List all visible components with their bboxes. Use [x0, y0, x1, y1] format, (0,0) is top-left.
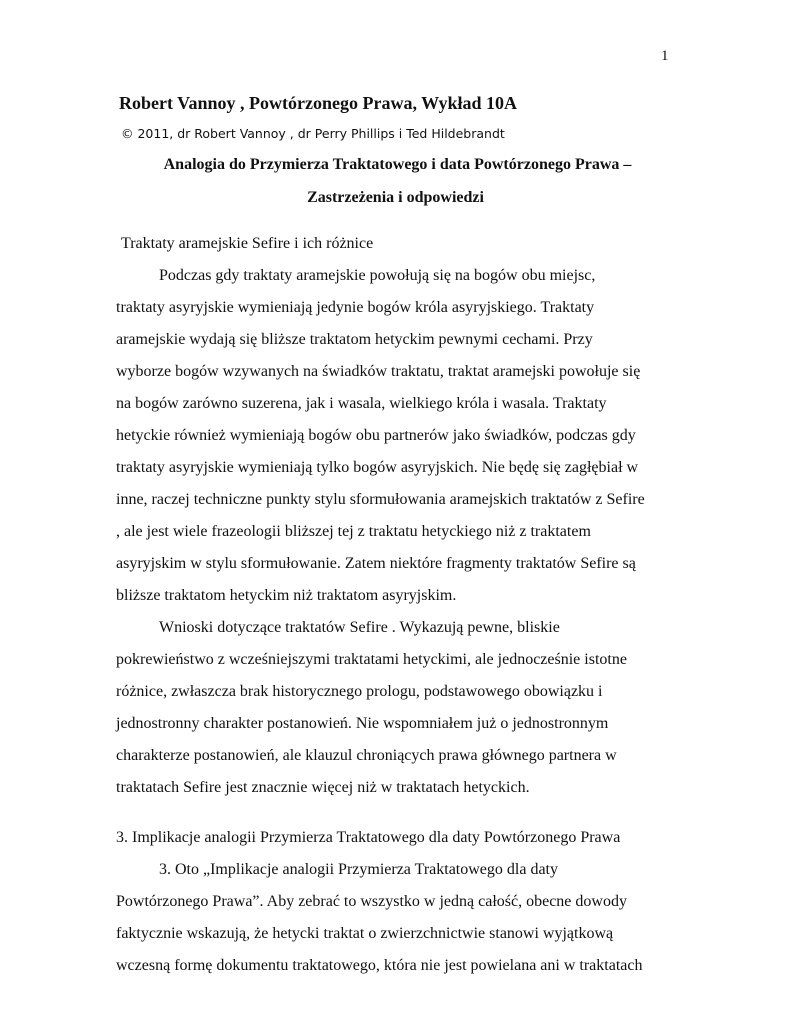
- paragraph-line: Podczas gdy traktaty aramejskie powołują się na bogów obu miejsc,: [159, 267, 596, 284]
- paragraph-line: , ale jest wiele frazeologii bliższej tej z traktatu hetyckiego niż z traktatem: [116, 523, 591, 540]
- paragraph-line: na bogów zarówno suzerena, jak i wasala, wielkiego króla i wasala. Traktaty: [116, 395, 607, 412]
- paragraph-line: Wnioski dotyczące traktatów Sefire . Wykazują pewne, bliskie: [159, 619, 560, 636]
- paragraph-line: wczesną formę dokumentu traktatowego, która nie jest powielana ani w traktatach: [116, 957, 643, 974]
- subtitle-line-1: Analogia do Przymierza Traktatowego i data Powtórzonego Prawa –: [163, 156, 632, 173]
- section-heading-sefire: Traktaty aramejskie Sefire i ich różnice: [121, 235, 374, 252]
- paragraph-line: jednostronny charakter postanowień. Nie wspomniałem już o jednostronnym: [116, 715, 609, 732]
- paragraph-line: Powtórzonego Prawa”. Aby zebrać to wszystko w jedną całość, obecne dowody: [116, 893, 627, 910]
- paragraph-line: hetyckie również wymieniają bogów obu partnerów jako świadków, podczas gdy: [116, 427, 636, 444]
- document-title: Robert Vannoy , Powtórzonego Prawa, Wykład 10A: [119, 93, 518, 113]
- paragraph-line: asyryjskim w stylu sformułowanie. Zatem niektóre fragmenty traktatów Sefire są: [116, 555, 636, 572]
- paragraph-line: traktaty asyryjskie wymieniają jedynie bogów króla asyryjskiego. Traktaty: [116, 299, 595, 316]
- paragraph-line: pokrewieństwo z wcześniejszymi traktatami hetyckimi, ale jednocześnie istotne: [116, 651, 627, 668]
- paragraph-line: 3. Oto „Implikacje analogii Przymierza Traktatowego dla daty: [159, 861, 558, 878]
- page-number: 1: [661, 48, 669, 64]
- paragraph-line: traktatach Sefire jest znacznie więcej niż w traktatach hetyckich.: [116, 779, 530, 796]
- paragraph-line: bliższe traktatom hetyckim niż traktatom asyryjskim.: [116, 587, 457, 604]
- paragraph-line: traktaty asyryjskie wymieniają tylko bogów asyryjskich. Nie będę się zagłębiał w: [116, 459, 639, 476]
- paragraph-line: charakterze postanowień, ale klauzul chroniących prawa głównego partnera w: [116, 747, 617, 764]
- paragraph-line: faktycznie wskazują, że hetycki traktat o zwierzchnictwie stanowi wyjątkową: [116, 925, 614, 942]
- subtitle-line-2: Zastrzeżenia i odpowiedzi: [307, 189, 484, 206]
- paragraph-line: inne, raczej techniczne punkty stylu sformułowania aramejskich traktatów z Sefire: [116, 491, 645, 508]
- paragraph-line: wyborze bogów wzywanych na świadków traktatu, traktat aramejski powołuje się: [116, 363, 641, 380]
- copyright-line: © 2011, dr Robert Vannoy , dr Perry Phillips i Ted Hildebrandt: [121, 126, 505, 141]
- section-heading-implications: 3. Implikacje analogii Przymierza Traktatowego dla daty Powtórzonego Prawa: [116, 829, 621, 846]
- paragraph-line: aramejskie wydają się bliższe traktatom hetyckim pewnymi cechami. Przy: [116, 331, 593, 348]
- paragraph-line: różnice, zwłaszcza brak historycznego prologu, podstawowego obowiązku i: [116, 683, 603, 700]
